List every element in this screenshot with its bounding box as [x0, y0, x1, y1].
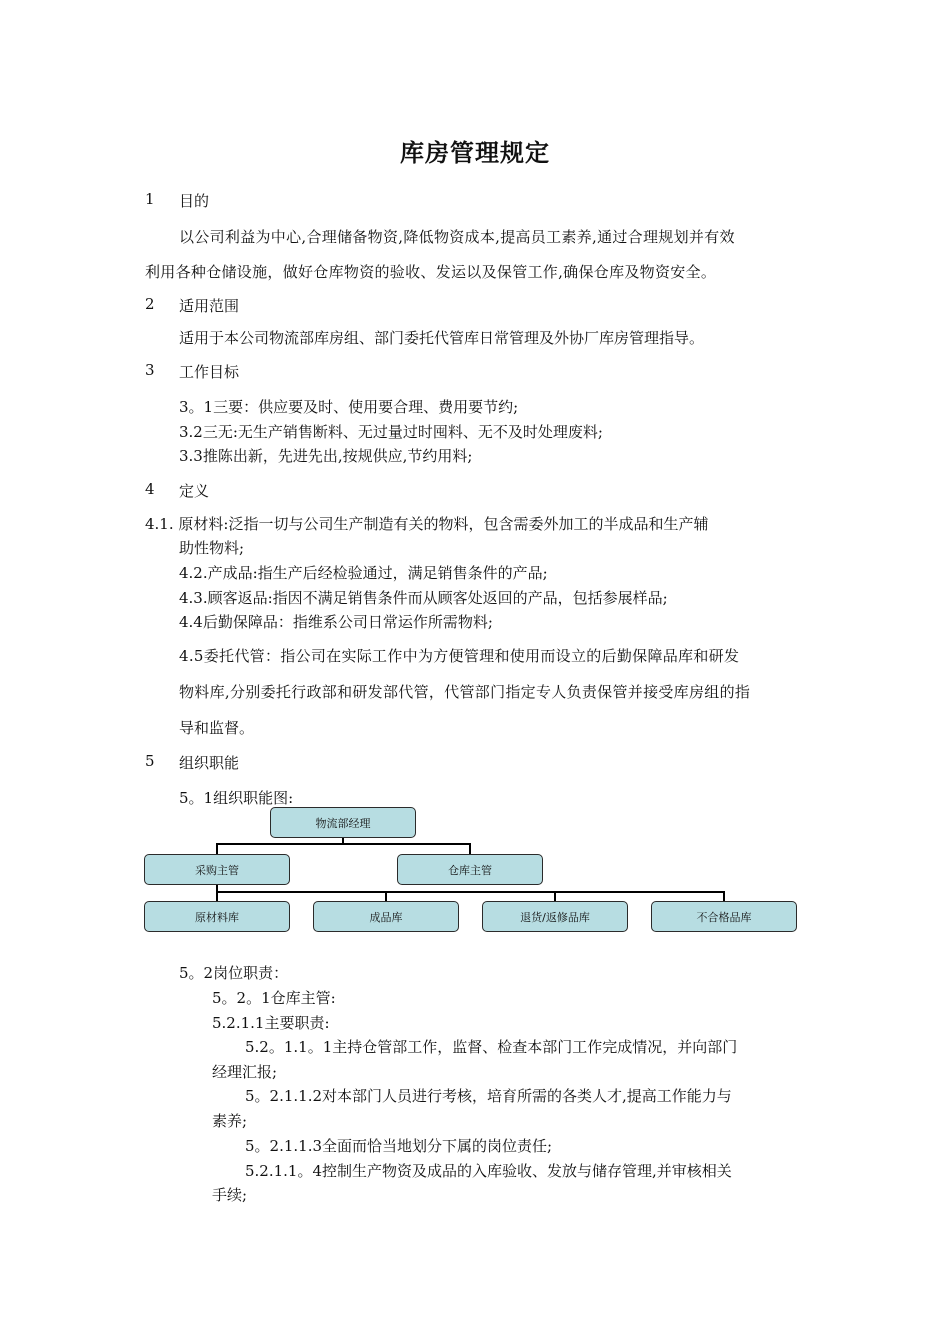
section-5-title: 组织职能	[179, 754, 240, 772]
section-4-item-3: 4.3.顾客返品:指因不满足销售条件而从顾客处返回的产品，包括参展样品;	[179, 589, 668, 607]
section-2-para: 适用于本公司物流部库房组、部门委托代管库日常管理及外协厂库房管理指导。	[179, 329, 705, 347]
section-3-number: 3	[145, 361, 155, 379]
org-box-warehouse-supervisor: 仓库主管	[397, 854, 543, 885]
section-5-number: 5	[145, 752, 155, 770]
section-5-item-1: 5。1组织职能图:	[179, 789, 294, 807]
document-title: 库房管理规定	[400, 138, 550, 167]
duty-1-line1: 5.2。1.1。1主持仓管部工作，监督、检查本部门工作完成情况，并向部门	[245, 1038, 738, 1056]
section-2-number: 2	[145, 295, 155, 313]
org-box-purchasing-supervisor: 采购主管	[144, 854, 290, 885]
section-4-item-2: 4.2.产成品:指生产后经检验通过，满足销售条件的产品;	[179, 564, 548, 582]
org-box-logistics-manager: 物流部经理	[270, 807, 416, 838]
section-4-item-5-line3: 导和监督。	[179, 719, 255, 737]
section-1-para-line1: 以公司利益为中心,合理储备物资,降低物资成本,提高员工素养,通过合理规划并有效	[179, 228, 735, 246]
org-box-nonconforming-store: 不合格品库	[651, 901, 797, 932]
section-4-title: 定义	[179, 482, 210, 500]
section-4-item-1-line2: 助性物料;	[179, 539, 245, 557]
section-3-item-1: 3。1三要：供应要及时、使用要合理、费用要节约;	[179, 398, 519, 416]
duty-2-line2: 素养;	[212, 1112, 248, 1130]
org-box-returns-store: 退货/返修品库	[482, 901, 628, 932]
section-4-item-4: 4.4后勤保障品：指维系公司日常运作所需物料;	[179, 613, 493, 631]
duty-3: 5。2.1.1.3全面而恰当地划分下属的岗位责任;	[245, 1137, 553, 1155]
org-box-finished-goods-store: 成品库	[313, 901, 459, 932]
section-2-title: 适用范围	[179, 297, 240, 315]
section-1-title: 目的	[179, 192, 210, 210]
section-4-number: 4	[145, 480, 155, 498]
org-box-raw-material-store: 原材料库	[144, 901, 290, 932]
duty-4-line1: 5.2.1.1。4控制生产物资及成品的入库验收、发放与储存管理,并审核相关	[245, 1162, 732, 1180]
section-1-para-line2: 利用各种仓储设施，做好仓库物资的验收、发运以及保管工作,确保仓库及物资安全。	[145, 263, 717, 281]
section-3-item-2: 3.2三无:无生产销售断料、无过量过时囤料、无不及时处理废料;	[179, 423, 603, 441]
duty-2-line1: 5。2.1.1.2对本部门人员进行考核，培育所需的各类人才,提高工作能力与	[245, 1087, 732, 1105]
section-4-item-5-line1: 4.5委托代管：指公司在实际工作中为方便管理和使用而设立的后勤保障品库和研发	[179, 647, 740, 665]
section-5-item-2-1: 5。2。1仓库主管:	[212, 989, 336, 1007]
connector-to-raw-material	[216, 885, 218, 902]
section-5-item-2: 5。2岗位职责：	[179, 964, 289, 982]
section-3-item-3: 3.3推陈出新，先进先出,按规供应,节约用料;	[179, 447, 473, 465]
section-3-title: 工作目标	[179, 363, 240, 381]
section-4-item-1-line1: 4.1. 原材料:泛指一切与公司生产制造有关的物料，包含需委外加工的半成品和生产辅	[145, 515, 709, 533]
connector-to-purchasing	[216, 843, 218, 854]
section-5-item-2-1-1: 5.2.1.1主要职责:	[212, 1014, 330, 1032]
connector-to-warehouse	[469, 843, 471, 854]
connector-level2-bar	[216, 843, 470, 845]
section-1-number: 1	[145, 190, 155, 208]
duty-1-line2: 经理汇报;	[212, 1063, 278, 1081]
connector-level3-bar	[216, 891, 725, 893]
section-4-item-5-line2: 物料库,分别委托行政部和研发部代管，代管部门指定专人负责保管并接受库房组的指	[179, 683, 751, 701]
duty-4-line2: 手续;	[212, 1186, 248, 1204]
